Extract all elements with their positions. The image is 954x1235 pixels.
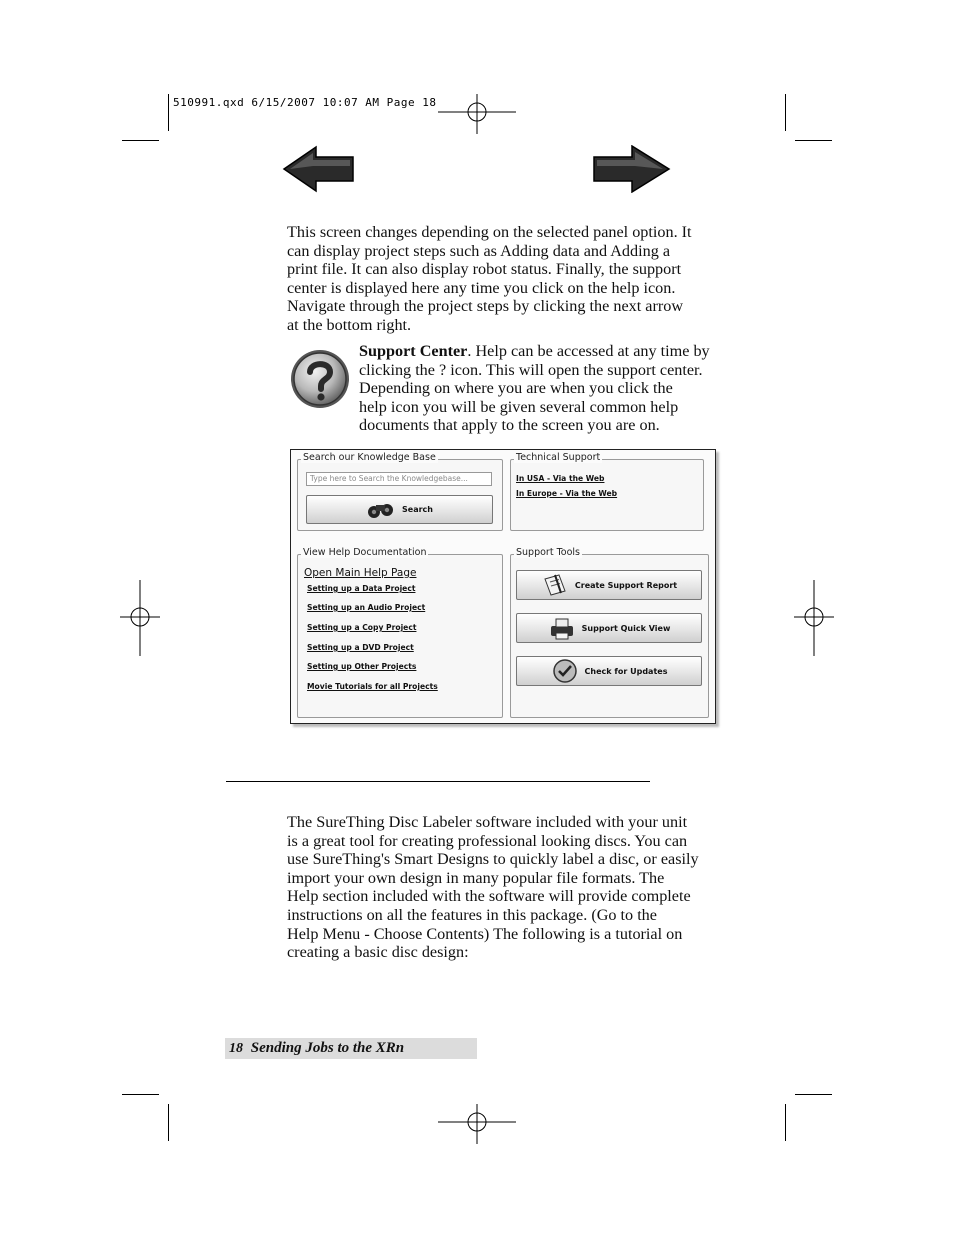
create-support-report-button[interactable] xyxy=(516,570,702,600)
technical-support-group xyxy=(510,452,704,531)
crop-mark xyxy=(785,1104,786,1141)
check-for-updates-label: Check for Updates xyxy=(584,666,668,676)
crop-mark xyxy=(122,140,159,141)
support-center-title: Support Center xyxy=(359,342,468,360)
check-for-updates-button[interactable] xyxy=(516,656,702,686)
text-line: creating a basic disc design: xyxy=(287,943,469,962)
intro-paragraph xyxy=(287,223,737,335)
registration-mark-bottom xyxy=(438,1104,516,1144)
print-slug: 510991.qxd 6/15/2007 10:07 AM Page 18 xyxy=(173,96,437,109)
text-line: This screen changes depending on the selected panel option. It xyxy=(287,223,692,241)
text-line: help icon you will be given several common help xyxy=(359,397,679,416)
text-line: is a great tool for creating professional looking discs. You can xyxy=(287,831,688,850)
link-dvd-project[interactable]: Setting up a DVD Project xyxy=(307,643,414,652)
page-footer xyxy=(225,1038,477,1059)
link-movie-tutorials[interactable]: Movie Tutorials for all Projects xyxy=(307,682,438,691)
crop-mark xyxy=(122,1094,159,1095)
text-line: can display project steps such as Adding data and Adding a xyxy=(287,241,671,260)
search-input[interactable]: Type here to Search the Knowledgebase... xyxy=(306,472,492,486)
arrow-left-icon[interactable] xyxy=(282,145,356,193)
text-line: Help Menu - Choose Contents) The following is a tutorial on xyxy=(287,924,683,943)
support-quick-view-button[interactable] xyxy=(516,613,702,643)
text-line: The SureThing Disc Labeler software included with your unit xyxy=(287,813,688,831)
report-icon xyxy=(541,573,569,597)
text-line: documents that apply to the screen you are on. xyxy=(359,416,660,435)
search-button[interactable] xyxy=(306,495,493,524)
link-open-main-help[interactable]: Open Main Help Page xyxy=(304,567,417,579)
search-group-legend: Search our Knowledge Base xyxy=(303,452,436,463)
technical-support-legend: Technical Support xyxy=(516,452,601,463)
section-divider xyxy=(226,781,650,782)
link-data-project[interactable]: Setting up a Data Project xyxy=(307,584,416,593)
question-icon xyxy=(289,348,353,410)
registration-mark-left xyxy=(120,580,160,656)
crop-mark xyxy=(795,1094,832,1095)
text-fragment: . Help can be accessed at any time by xyxy=(467,342,710,360)
text-line: print file. It can also display robot status. Finally, the support xyxy=(287,260,682,279)
search-group xyxy=(297,452,503,531)
text-line xyxy=(359,342,739,361)
text-line: at the bottom right. xyxy=(287,315,412,334)
link-copy-project[interactable]: Setting up a Copy Project xyxy=(307,623,417,632)
support-tools-legend: Support Tools xyxy=(516,547,580,558)
support-quick-view-label: Support Quick View xyxy=(581,623,671,633)
link-audio-project[interactable]: Setting up an Audio Project xyxy=(307,603,426,612)
surething-paragraph xyxy=(287,813,737,962)
text-line: instructions on all the features in this package. (Go to the xyxy=(287,905,657,924)
create-support-report-label: Create Support Report xyxy=(574,580,678,590)
link-usa-support[interactable]: In USA - Via the Web xyxy=(516,474,605,483)
registration-mark-top xyxy=(438,94,516,134)
crop-mark xyxy=(795,140,832,141)
crop-mark xyxy=(785,94,786,131)
registration-mark-right xyxy=(794,580,834,656)
search-button-label: Search xyxy=(402,505,433,514)
support-tools-group xyxy=(510,547,709,718)
text-line: Navigate through the project steps by clicking the next arrow xyxy=(287,297,684,316)
page-number: 18 xyxy=(229,1041,243,1056)
footer-title: Sending Jobs to the XRn xyxy=(250,1040,405,1056)
text-line: center is displayed here any time you click on the help icon. xyxy=(287,278,676,297)
text-line: Depending on where you are when you click the xyxy=(359,379,673,398)
binoculars-icon xyxy=(366,501,396,519)
text-line: import your own design in many popular file formats. The xyxy=(287,868,665,887)
text-line: clicking the ? icon. This will open the support center. xyxy=(359,360,703,379)
link-europe-support[interactable]: In Europe - Via the Web xyxy=(516,489,618,498)
help-documentation-group xyxy=(297,547,503,718)
update-icon xyxy=(551,658,579,684)
support-center-paragraph xyxy=(359,342,739,435)
support-center-screenshot xyxy=(290,449,716,724)
help-documentation-legend: View Help Documentation xyxy=(303,547,427,558)
arrow-right-icon[interactable] xyxy=(592,145,672,193)
text-line: Help section included with the software will provide complete xyxy=(287,887,691,906)
link-other-projects[interactable]: Setting up Other Projects xyxy=(307,662,417,671)
text-line: use SureThing's Smart Designs to quickly label a disc, or easily xyxy=(287,850,699,869)
crop-mark xyxy=(168,1104,169,1141)
crop-mark xyxy=(168,94,169,131)
printer-icon xyxy=(548,616,576,640)
